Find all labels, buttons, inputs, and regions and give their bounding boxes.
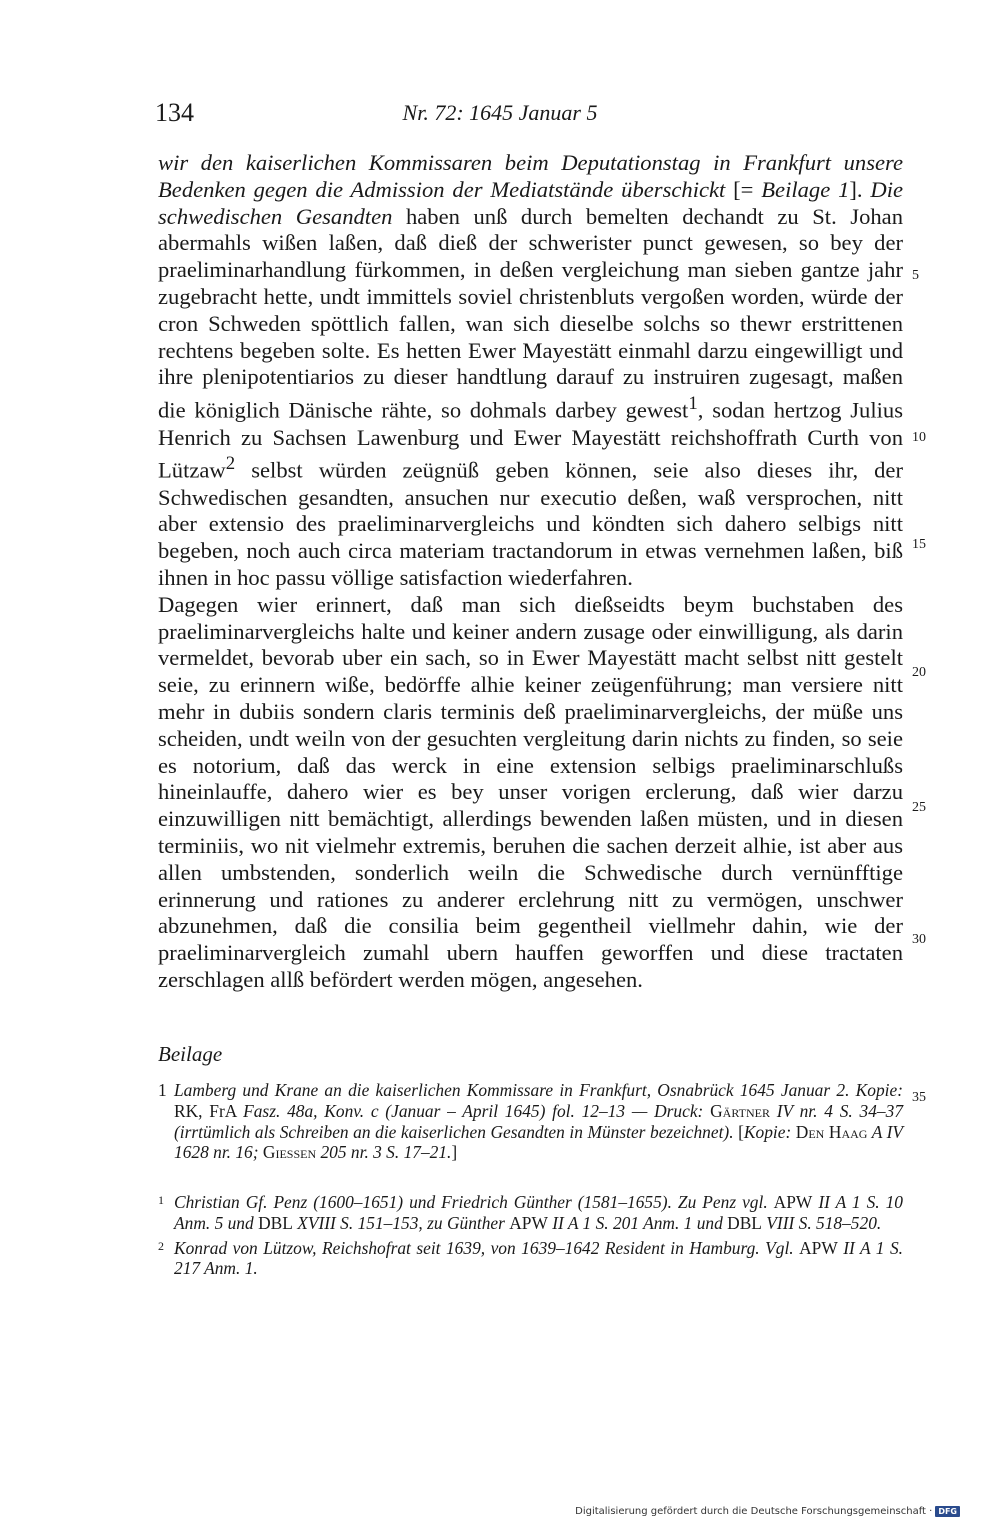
paragraph-2: Dagegen wier erinnert, daß man sich dießseidts beym buchstaben des praeliminarvergleichs halte und keiner andern zusage oder einwilligung, als darin vermeldet, bevorab uber ein sach, so in Ewer Mayestätt macht selbst nitt gestelt seie, zu erinnern wiße, bedörffe alhie keiner zeügenführung; man versiere nitt mehr in dubiis sondern claris terminis deß praeliminarvergleichs, der müße uns scheiden, undt weiln von der gesuchten vergleitung darin nichts zu finden, so seie es notorium, daß das werck in eine extension selbigs praeliminarschlußs hineinlauffe, dahero wier es bey unser vorigen erclerung, daß wier darzu einzuwilligen nitt bemächtigt, allerdings bewenden laßen müsten, und in diesen terminiis, wo nit vielmehr extremis, beruhen die sachen derzeit alhie, ist aber aus allen umbstenden, sonderlich weiln die Schwedische durch vernünfftige erinnerung und rationes zu anderer erclehrung nitt zu vermögen, unschwer abzunehmen, daß die consilia beim gegentheil viellmehr dahin, wie der praeliminarvergleich zumahl ubern hauffen geworffen und diese tractaten zerschlagen allß befördert werden mögen, angesehen. [158, 591, 903, 992]
dfg-credit [575, 1506, 960, 1517]
swedish-envoys: Die schwedischen Gesandten [158, 176, 903, 229]
line-number: 5 [912, 268, 919, 283]
footnote-ref-1: 1 [688, 393, 698, 415]
paragraph-1 [158, 150, 903, 592]
beilage-ref: Beilage 1 [761, 176, 850, 202]
archive-siglum: RK, FrA [174, 1100, 244, 1121]
paragraph-1-text-b: , sodan hertzog Julius Henrich zu Sachsen Lawenburg und Ewer Mayestätt reichshoffrath Curth von Lützaw [158, 397, 903, 483]
line-number: 25 [912, 800, 926, 815]
line-number: 30 [912, 932, 926, 947]
beilage-text: IV nr. 4 S. 34–37 (irrtümlich als Schreiben an die kaiserlichen Gesandten in Münster bezeichnet). [174, 1100, 904, 1142]
bracket-close: ] [451, 1142, 458, 1163]
line-number: 35 [912, 1090, 926, 1105]
line-number: 10 [912, 430, 926, 445]
page-number: 134 [155, 98, 194, 127]
beilage-entry [158, 1080, 903, 1163]
siglum: DBL [258, 1212, 293, 1233]
siglum: APW [799, 1237, 838, 1258]
footnote-mark: 1 [158, 1193, 164, 1207]
footnote-text: Konrad von Lützow, Reichshofrat seit 1639, von 1639–1642 Resident in Hamburg. Vgl. [174, 1237, 800, 1258]
beilage-text: 205 nr. 3 S. 17–21. [316, 1142, 452, 1163]
footnote-1 [158, 1192, 903, 1234]
footnote-text: XVIII S. 151–153, zu Günther [292, 1212, 510, 1233]
footnote-text: II A 1 S. 201 Anm. 1 und [547, 1212, 728, 1233]
footnote-text: II A 1 S. 217 Anm. 1. [174, 1237, 903, 1279]
beilage-text: Lamberg und Krane an die kaiserlichen Kommissare in Frankfurt, Osnabrück 1645 Januar 2. Kopie: [174, 1080, 903, 1100]
footnotes [158, 1192, 903, 1283]
beilage-entry-number: 1 [158, 1080, 167, 1100]
siglum: DBL [727, 1212, 762, 1233]
paragraph-1-text-a: haben unß durch bemelten dechandt zu St. Johan abermahls wißen laßen, daß dieß der schwerister punct gewesen, so bey der praeliminarhandlung fürkommen, in deßen vergleichung man sieben gantze jahr zugebracht hette, undt immittels soviel christenbluts vergoßen worden, würde der cron Schweden spöttlich fallen, wan sich dieselbe solchs so thewr erstrittenen rechtens begeben solte. Es hetten Ewer Mayestätt einmahl darzu eingewilligt und ihre plenipotentiarios zu dieser handtlung darauf zu instruiren zugesagt, maßen die königlich Dänische rähte, so dohmals darbey gewest [158, 203, 903, 423]
archive-name: Den Haag [795, 1121, 868, 1142]
running-head: Nr. 72: 1645 Januar 5 [402, 100, 598, 125]
main-text [158, 150, 903, 994]
archive-name: Giessen [262, 1142, 317, 1163]
beilage-text: A IV 1628 nr. 16; [174, 1121, 903, 1163]
beilage-text: Kopie: [743, 1121, 796, 1142]
beilage-heading: Beilage [158, 1042, 223, 1066]
footnote-text: VIII S. 518–520. [761, 1212, 882, 1233]
beilage-text: Fasz. 48a, Konv. c (Januar – April 1645) fol. 12–13 — Druck: [243, 1100, 711, 1121]
beilage-entry-text [174, 1080, 903, 1163]
dfg-credit-text: Digitalisierung gefördert durch die Deutsche Forschungsgemeinschaft · [575, 1506, 933, 1517]
dfg-logo: DFG [935, 1506, 960, 1517]
footnote-text: Christian Gf. Penz (1600–1651) und Friedrich Günther (1581–1655). Zu Penz vgl. [174, 1192, 774, 1212]
siglum: APW [509, 1212, 548, 1233]
footnote-ref-2: 2 [225, 453, 236, 475]
author-name: Gärtner [710, 1100, 770, 1121]
line-number: 15 [912, 537, 926, 552]
footnote-text: II A 1 S. 10 Anm. 5 und [174, 1192, 903, 1233]
footnote-mark: 2 [158, 1238, 164, 1253]
intro-regest: wir den kaiserlichen Kommissaren beim Deputationstag in Frankfurt unsere Bedenken gegen die Admission der Mediatstände überschickt [158, 150, 903, 202]
footnote-2 [158, 1238, 903, 1280]
paragraph-1-text-c: selbst würden zeügnüß geben können, seie also dieses ihr, der Schwedischen gesandten, ansuchen nur executio deßen, waß versprochen, nitt aber extensio des praeliminarvergleichs und köndten sich dahero selbigs nitt begeben, noch auch circa materiam tractandorum in etwas vernehmen laßen, biß ihnen in hoc passu völlige satisfaction wiederfahren. [158, 457, 903, 591]
line-number: 20 [912, 665, 926, 680]
siglum: APW [773, 1192, 813, 1212]
bracket-open: [= [733, 176, 762, 202]
bracket-close: ]. [849, 176, 871, 202]
bracket-open: [ [738, 1121, 744, 1142]
